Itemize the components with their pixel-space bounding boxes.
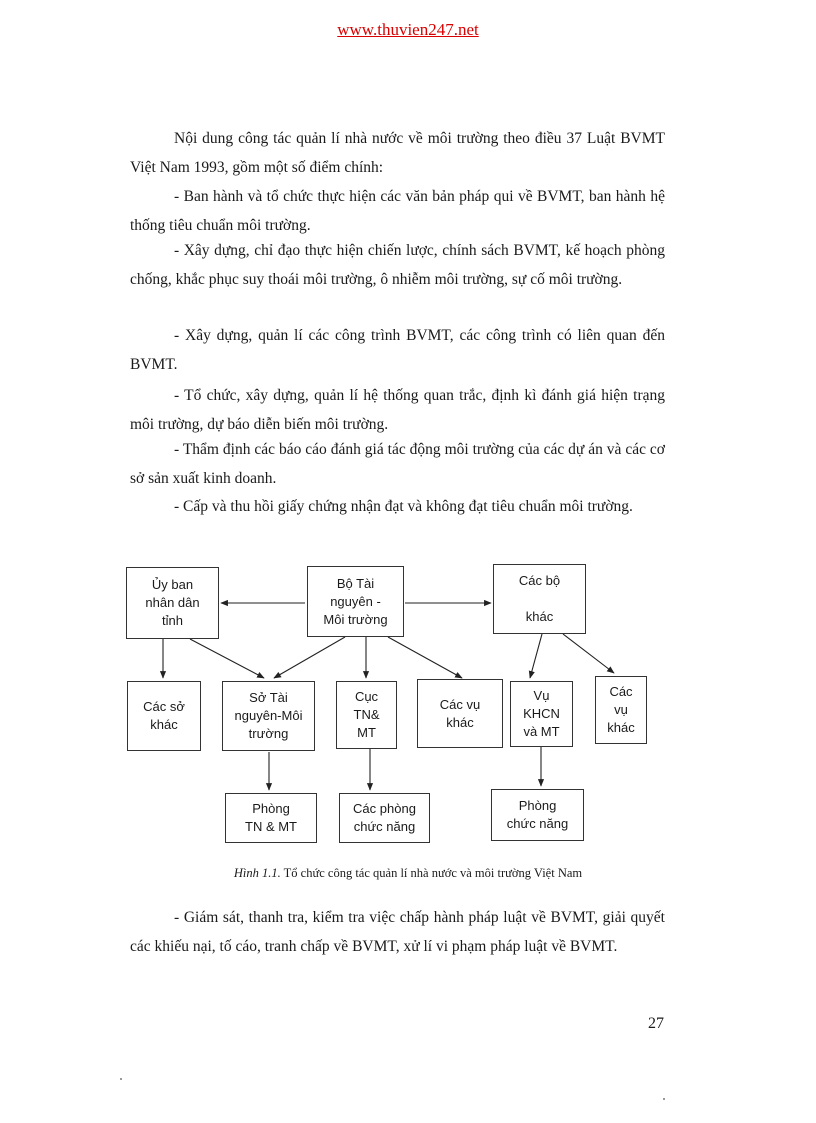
bullet-paragraph-4: - Tổ chức, xây dựng, quản lí hệ thống quan trắc, định kì đánh giá hiện trạng môi trường, dự báo diễn biến môi trường. [130, 387, 665, 433]
bullet-paragraph-1: - Ban hành và tổ chức thực hiện các văn bản pháp qui về BVMT, ban hành hệ thống tiêu chuẩn môi trường. [130, 188, 665, 234]
arrow-bo-to-so [274, 637, 345, 678]
intro-paragraph: Nội dung công tác quản lí nhà nước về môi trường theo điều 37 Luật BVMT Việt Nam 1993, gồm một số điểm chính: [130, 130, 665, 176]
bullet-paragraph-5: - Thẩm định các báo cáo đánh giá tác động môi trường của các dự án và các cơ sở sản xuất kinh doanh. [130, 441, 665, 487]
scan-speck [663, 1098, 665, 1100]
bullet-paragraph-3: - Xây dựng, quản lí các công trình BVMT, các công trình có liên quan đến BVMT. [130, 327, 665, 373]
box-cac-phong-chuc-nang: Các phòng chức năng [339, 793, 430, 843]
arrow-cacbo-to-vukhcn [530, 634, 542, 678]
box-so-tnmt: Sở Tài nguyên-Môi trường [222, 681, 315, 751]
arrow-cacbo-to-cacvu2 [563, 634, 614, 673]
box-cac-vu-khac-2: Các vụ khác [595, 676, 647, 744]
page-number: 27 [648, 1015, 664, 1032]
box-cac-bo-khac: Các bộ khác [493, 564, 586, 634]
box-cuc-tnmt: Cục TN& MT [336, 681, 397, 749]
arrow-bo-to-cacvu [388, 637, 462, 678]
figure-caption [0, 866, 816, 881]
bullet-paragraph-6: - Cấp và thu hồi giấy chứng nhận đạt và không đạt tiêu chuẩn môi trường. [174, 498, 633, 515]
scan-speck [120, 1078, 122, 1080]
box-cac-so-khac: Các sở khác [127, 681, 201, 751]
bullet-paragraph-7: - Giám sát, thanh tra, kiểm tra việc chấp hành pháp luật về BVMT, giải quyết các khiếu nại, tố cáo, tranh chấp về BVMT, xử lí vi phạm pháp luật về BVMT. [130, 909, 665, 955]
figure-caption-label: Hình 1.1. [233, 866, 281, 880]
box-phong-tnmt: Phòng TN & MT [225, 793, 317, 843]
box-phong-chuc-nang: Phòng chức năng [491, 789, 584, 841]
box-bo-tnmt: Bộ Tài nguyên - Môi trường [307, 566, 404, 637]
watermark-link[interactable]: www.thuvien247.net [337, 20, 479, 39]
box-ubnd-tinh: Ủy ban nhân dân tỉnh [126, 567, 219, 639]
box-cac-vu-khac-1: Các vụ khác [417, 679, 503, 748]
figure-caption-text: Tổ chức công tác quản lí nhà nước và môi trường Việt Nam [283, 866, 583, 880]
bullet-paragraph-2: - Xây dựng, chỉ đạo thực hiện chiến lược, chính sách BVMT, kế hoạch phòng chống, khắc phục suy thoái môi trường, ô nhiễm môi trường, sự cố môi trường. [130, 242, 665, 288]
box-vu-khcn: Vụ KHCN và MT [510, 681, 573, 747]
arrow-ubnd-to-so [190, 639, 264, 678]
